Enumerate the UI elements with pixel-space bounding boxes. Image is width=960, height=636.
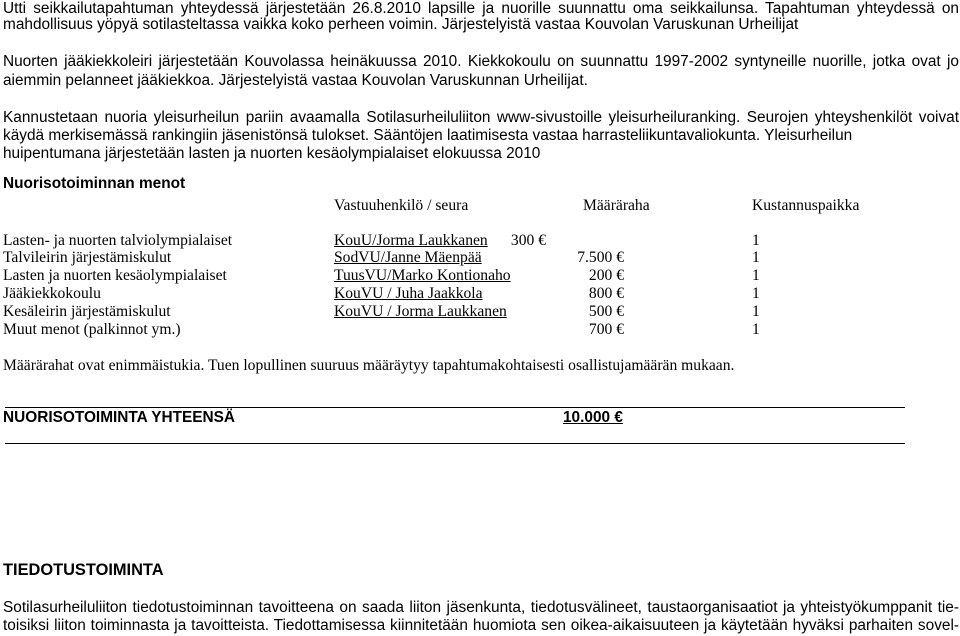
row-amount: 500 € xyxy=(588,303,624,320)
row-item: Lasten ja nuorten kesäolympialaiset xyxy=(3,267,227,284)
intro-line-1: Utti seikkailutapahtuman yhteydessä järjestetään 26.8.2010 lapsille ja nuorille suunnattu oma seikkailunsa. Tapahtuman yhteydessä on xyxy=(3,0,959,17)
row-responsible: KouVU / Jorma Laukkanen xyxy=(334,303,507,320)
row-responsible: KouU/Jorma Laukkanen xyxy=(334,232,488,249)
row-amount: 700 € xyxy=(588,321,624,338)
header-responsible: Vastuuhenkilö / seura xyxy=(334,197,469,214)
row-responsible: SodVU/Janne Mäenpää xyxy=(334,249,482,266)
row-item: Kesäleirin järjestämiskulut xyxy=(3,303,171,320)
row-amount: 300 € xyxy=(510,232,546,249)
communications-line-2: toisiksi liiton toiminnasta ja tavoitteista. Tiedottamisessa kiinnitetään huomiota sen oikea-aikaisuuteen ja käytetään hyväksi parhaiten sovel- xyxy=(3,617,959,634)
row-item: Jääkiekkokoulu xyxy=(3,285,101,302)
row-amount: 800 € xyxy=(588,285,624,302)
intro-line-6: käydä merkisemässä rankingiin jäsenistönsä tulokset. Sääntöjen laatimisesta vastaa harrasteliikuntavaliokunta. Yleisurheilun xyxy=(3,127,853,144)
row-responsible: TuusVU/Marko Kontionaho xyxy=(334,267,511,284)
row-cost-center: 1 xyxy=(752,303,760,320)
row-amount: 200 € xyxy=(588,267,624,284)
row-cost-center: 1 xyxy=(752,285,760,302)
total-label: NUORISOTOIMINTA YHTEENSÄ xyxy=(3,409,236,426)
table-row xyxy=(0,232,960,250)
row-cost-center: 1 xyxy=(752,267,760,284)
table-row xyxy=(0,285,960,303)
row-item: Lasten- ja nuorten talviolympialaiset xyxy=(3,232,233,249)
intro-line-5: Kannustetaan nuoria yleisurheilun pariin avaamalla Sotilasurheiluliiton www-sivustoille yleisurheiluranking. Seurojen yhteyshenkilöt voivat xyxy=(3,109,959,126)
table-row xyxy=(0,249,960,267)
divider-top xyxy=(5,407,905,408)
row-item: Muut menot (palkinnot ym.) xyxy=(3,321,181,338)
intro-line-7: huipentumana järjestetään lasten ja nuorten kesäolympialaiset elokuussa 2010 xyxy=(3,145,541,162)
intro-line-4: aiemmin pelanneet jääkiekkoa. Järjestelyistä vastaa Kouvolan Varuskunnan Urheilijat. xyxy=(3,72,588,89)
intro-line-3: Nuorten jääkiekkoleiri järjestetään Kouvolassa heinäkuussa 2010. Kiekkokoulu on suunnattu 1997-2002 syntyneille nuorille, jotka ovat jo xyxy=(3,53,959,70)
row-amount: 7.500 € xyxy=(577,249,624,266)
divider-bottom xyxy=(5,443,905,444)
youth-costs-title: Nuorisotoiminnan menot xyxy=(3,175,186,192)
row-item: Talvileirin järjestämiskulut xyxy=(3,249,172,266)
header-allocation: Määräraha xyxy=(583,197,650,214)
table-row xyxy=(0,267,960,285)
communications-line-1: Sotilasurheiluliiton tiedotustoiminnan tavoitteena on saada liiton jäsenkunta, tiedotusvälineet, taustaorganisaatiot ja yhteistyökumppanit tie- xyxy=(3,599,959,616)
table-row xyxy=(0,321,960,339)
total-amount: 10.000 € xyxy=(563,409,623,426)
allocation-note: Määrärahat ovat enimmäistukia. Tuen lopullinen suuruus määräytyy tapahtumakohtaisesti osallistujamäärän mukaan. xyxy=(3,357,735,374)
row-cost-center: 1 xyxy=(752,249,760,266)
table-row xyxy=(0,303,960,321)
intro-line-2: mahdollisuus yöpyä sotilasteltassa vaikka koko perheen voimin. Järjestelyistä vastaa Kouvolan Varuskunan Urheilijat xyxy=(3,16,799,33)
communications-title: TIEDOTUSTOIMINTA xyxy=(3,561,164,579)
row-cost-center: 1 xyxy=(752,232,760,249)
header-cost-center: Kustannuspaikka xyxy=(752,197,860,214)
row-responsible: KouVU / Juha Jaakkola xyxy=(334,285,483,302)
row-cost-center: 1 xyxy=(752,321,760,338)
